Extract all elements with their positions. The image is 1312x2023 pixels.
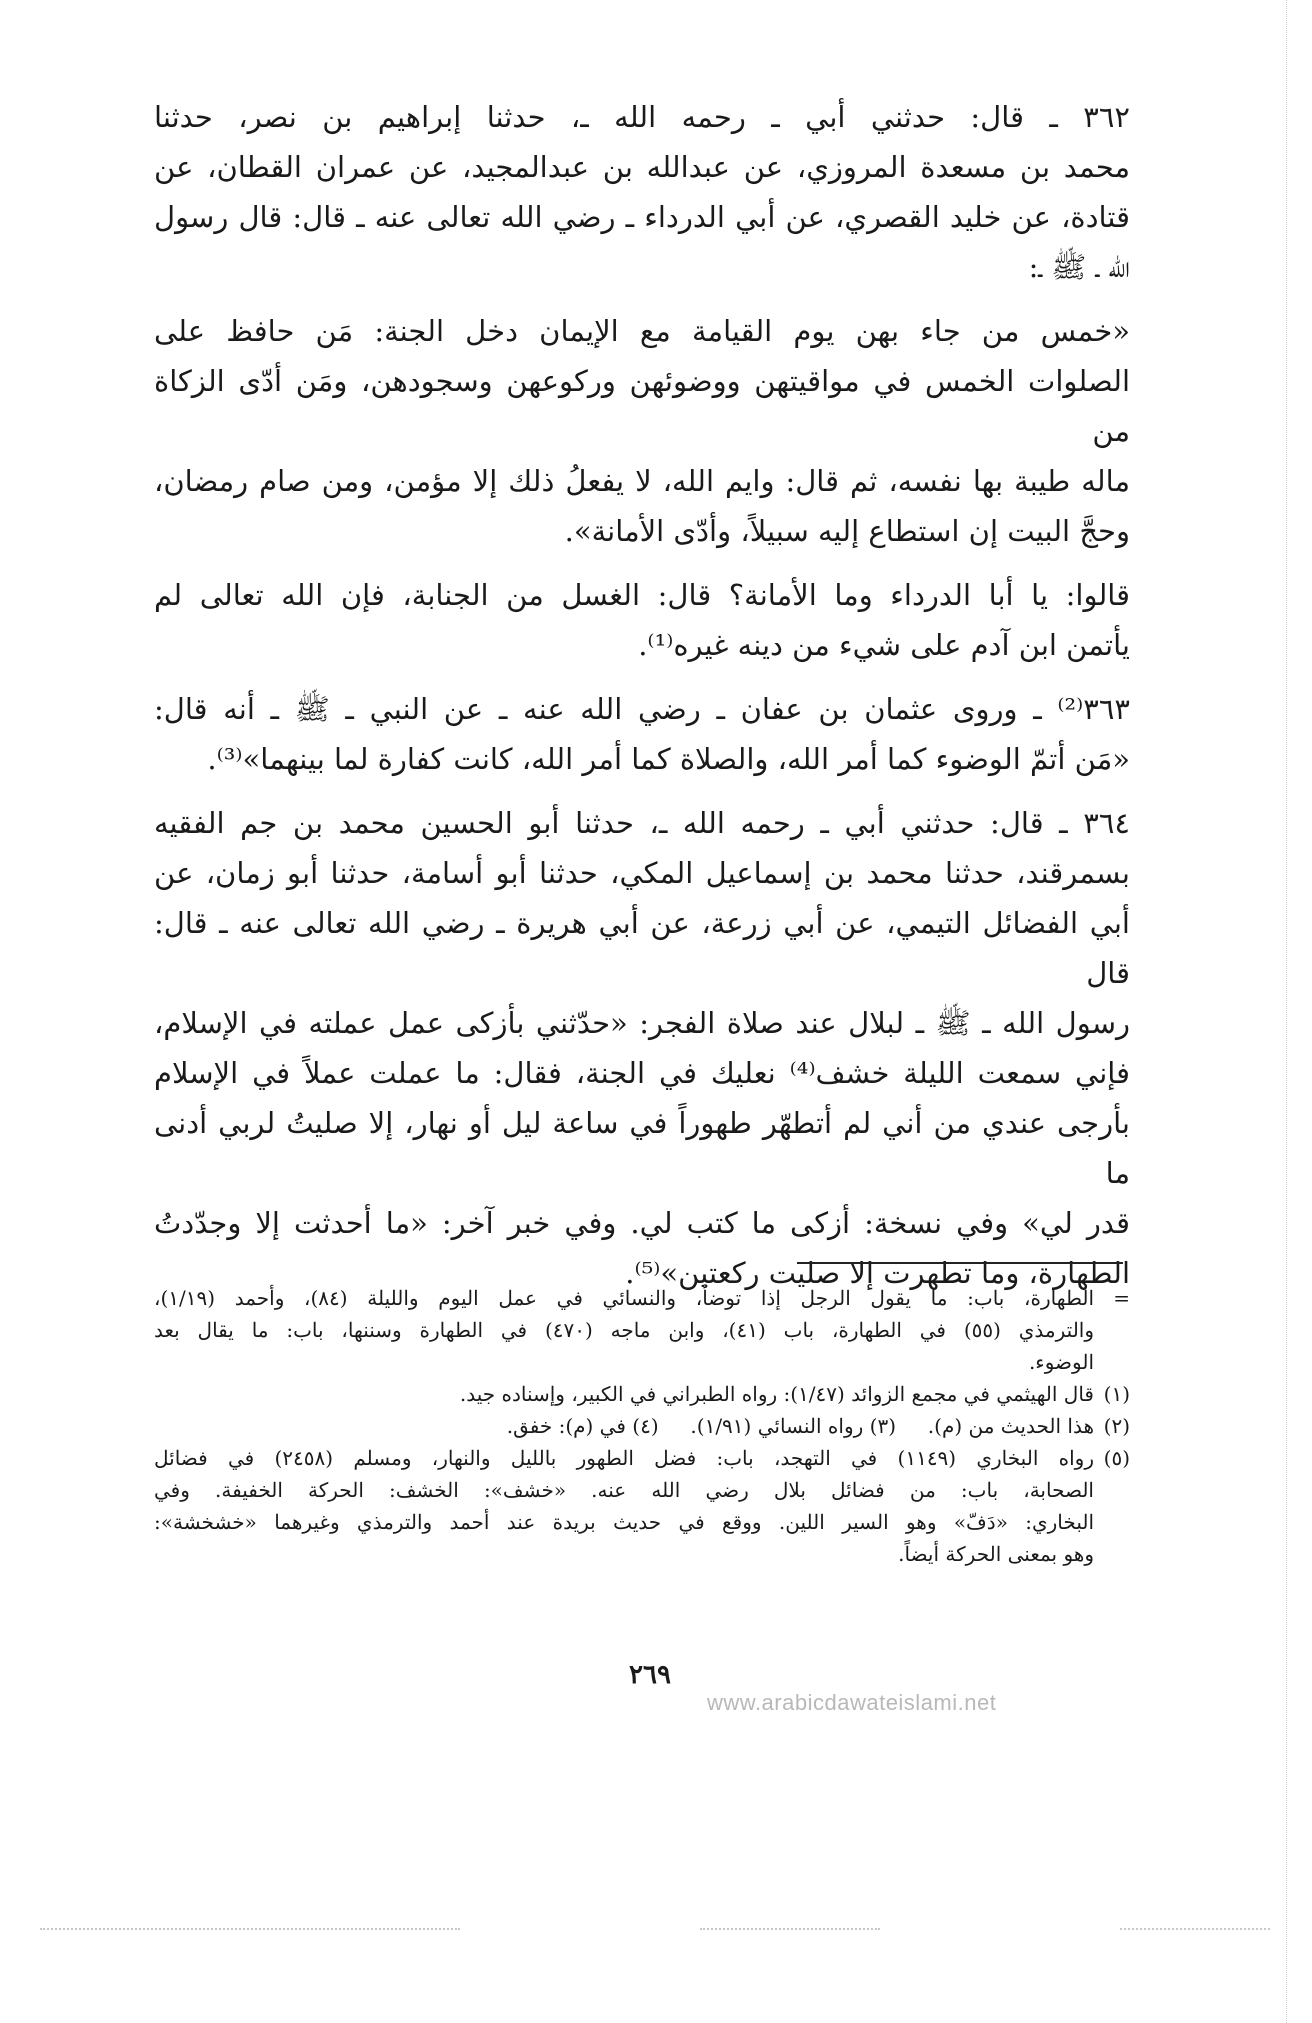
- scan-bottom-dots: [700, 1928, 880, 1930]
- footnote-text: [154, 1410, 1094, 1442]
- footnote-line: رواه البخاري (١١٤٩) في التهجد، باب: فضل الطهور بالليل والنهار، ومسلم (٢٤٥٨) في فضائل: [154, 1446, 1094, 1470]
- scan-bottom-dots: [1120, 1928, 1270, 1930]
- text-line: يأتمن ابن آدم على شيء من دينه غيره⁽¹⁾.: [638, 628, 1130, 662]
- text-line: «خمس من جاء بهن يوم القيامة مع الإيمان دخل الجنة: مَن حافظ على: [154, 314, 1130, 348]
- text-line: ٣٦٣⁽²⁾ ـ وروى عثمان بن عفان ـ رضي الله عنه ـ عن النبي ـ ﷺ ـ أنه قال:: [154, 692, 1130, 726]
- text-line: وحجَّ البيت إن استطاع إليه سبيلاً، وأدّى الأمانة».: [564, 514, 1130, 548]
- text-line: «مَن أتمّ الوضوء كما أمر الله، والصلاة كما أمر الله، كانت كفارة لما بينهما»⁽³⁾.: [207, 742, 1130, 776]
- footnote-text: [154, 1378, 1094, 1410]
- footnote-line: هذا الحديث من (م). (٣) رواه النسائي (١/٩١). (٤) في (م): خفق.: [506, 1414, 1094, 1438]
- footnote-text: [154, 1442, 1094, 1570]
- footnote-line: وهو بمعنى الحركة أيضاً.: [898, 1542, 1094, 1566]
- footnote-line: الطهارة، باب: ما يقول الرجل إذا توضأ، والنسائي في عمل اليوم والليلة (٨٤)، وأحمد (١/١٩)،: [154, 1286, 1094, 1310]
- text-line: ٣٦٢ ـ قال: حدثني أبي ـ رحمه الله ـ، حدثنا إبراهيم بن نصر، حدثنا: [154, 100, 1130, 134]
- footnote-mark: (١): [1103, 1382, 1130, 1406]
- page-number: ٢٦٩: [629, 1660, 671, 1690]
- hadith-362-ending: [154, 570, 1130, 670]
- hadith-363: [154, 684, 1130, 784]
- footnote-text: [154, 1282, 1094, 1378]
- text-line: ماله طيبة بها نفسه، ثم قال: وايم الله، لا يفعلُ ذلك إلا مؤمن، ومن صام رمضان،: [154, 464, 1130, 498]
- text-line: قدر لي» وفي نسخة: أزكى ما كتب لي. وفي خبر آخر: «ما أحدثت إلا وجدّدتُ: [154, 1206, 1130, 1240]
- text-line: بأرجى عندي من أني لم أتطهّر طهوراً في ساعة ليل أو نهار، إلا صليتُ لربي أدنى ما: [154, 1106, 1130, 1190]
- footnote-mark: (٥): [1103, 1446, 1130, 1470]
- footnote-mark: =: [1113, 1286, 1130, 1310]
- footnote-line: الوضوء.: [1028, 1350, 1094, 1374]
- scan-edge-line: [1286, 0, 1287, 2023]
- footnote-line: والترمذي (٥٥) في الطهارة، باب (٤١)، وابن ماجه (٤٧٠) في الطهارة وسننها، باب: ما يقال بعد: [154, 1318, 1095, 1342]
- text-line: الصلوات الخمس في مواقيتهن ووضوئهن وركوعهن وسجودهن، ومَن أدّى الزكاة من: [154, 364, 1130, 448]
- footnote-line: قال الهيثمي في مجمع الزوائد (١/٤٧): رواه الطبراني في الكبير، وإسناده جيد.: [459, 1382, 1094, 1406]
- text-line: فإني سمعت الليلة خشف⁽⁴⁾ نعليك في الجنة، فقال: ما عملت عملاً في الإسلام: [154, 1056, 1130, 1090]
- footnote-5: [154, 1442, 1130, 1570]
- text-line: أبي الفضائل التيمي، عن أبي زرعة، عن أبي هريرة ـ رضي الله تعالى عنه ـ قال: قال: [154, 906, 1130, 990]
- text-line: قتادة، عن خليد القصري، عن أبي الدرداء ـ رضي الله تعالى عنه ـ قال: قال رسول: [154, 200, 1130, 234]
- text-line: بسمرقند، حدثنا محمد بن إسماعيل المكي، حدثنا أبو أسامة، حدثنا أبو زمان، عن: [154, 856, 1130, 890]
- main-text: [154, 92, 1130, 1312]
- footnotes: [154, 1282, 1130, 1570]
- footnote-mark: (٢): [1103, 1414, 1130, 1438]
- hadith-364: [154, 798, 1130, 1298]
- footnote-1: [154, 1378, 1130, 1410]
- text-line: قالوا: يا أبا الدرداء وما الأمانة؟ قال: الغسل من الجنابة، فإن الله تعالى لم: [154, 578, 1130, 612]
- text-line: محمد بن مسعدة المروزي، عن عبدالله بن عبدالمجيد، عن عمران القطان، عن: [154, 150, 1130, 184]
- scan-bottom-dots: [40, 1928, 460, 1930]
- footnote-continuation: [154, 1282, 1130, 1378]
- footnote-line: الصحابة، باب: من فضائل بلال رضي الله عنه. «خشف»: الخشف: الحركة الخفيفة. وفي: [154, 1478, 1094, 1502]
- text-line: رسول الله ـ ﷺ ـ لبلال عند صلاة الفجر: «حدّثني بأزكى عمل عملته في الإسلام،: [154, 1006, 1130, 1040]
- hadith-362-matn: [154, 306, 1130, 556]
- footnote-separator: [797, 1262, 1123, 1264]
- text-line: ٣٦٤ ـ قال: حدثني أبي ـ رحمه الله ـ، حدثنا أبو الحسين محمد بن جم الفقيه: [154, 806, 1130, 840]
- hadith-362-isnad: [154, 92, 1130, 292]
- footnote-2-3-4: [154, 1410, 1130, 1442]
- text-line: الطهارة، وما تطهرت إلا صليت ركعتين»⁽⁵⁾.: [625, 1256, 1130, 1290]
- footnote-line: البخاري: «دَفّ» وهو السير اللين. ووقع في حديث بريدة عند أحمد والترمذي وغيرهما «خشخشة»:: [154, 1510, 1094, 1534]
- text-line: الله ـ ﷺ ـ:: [1028, 250, 1130, 284]
- watermark-url: www.arabicdawateislami.net: [707, 1690, 997, 1715]
